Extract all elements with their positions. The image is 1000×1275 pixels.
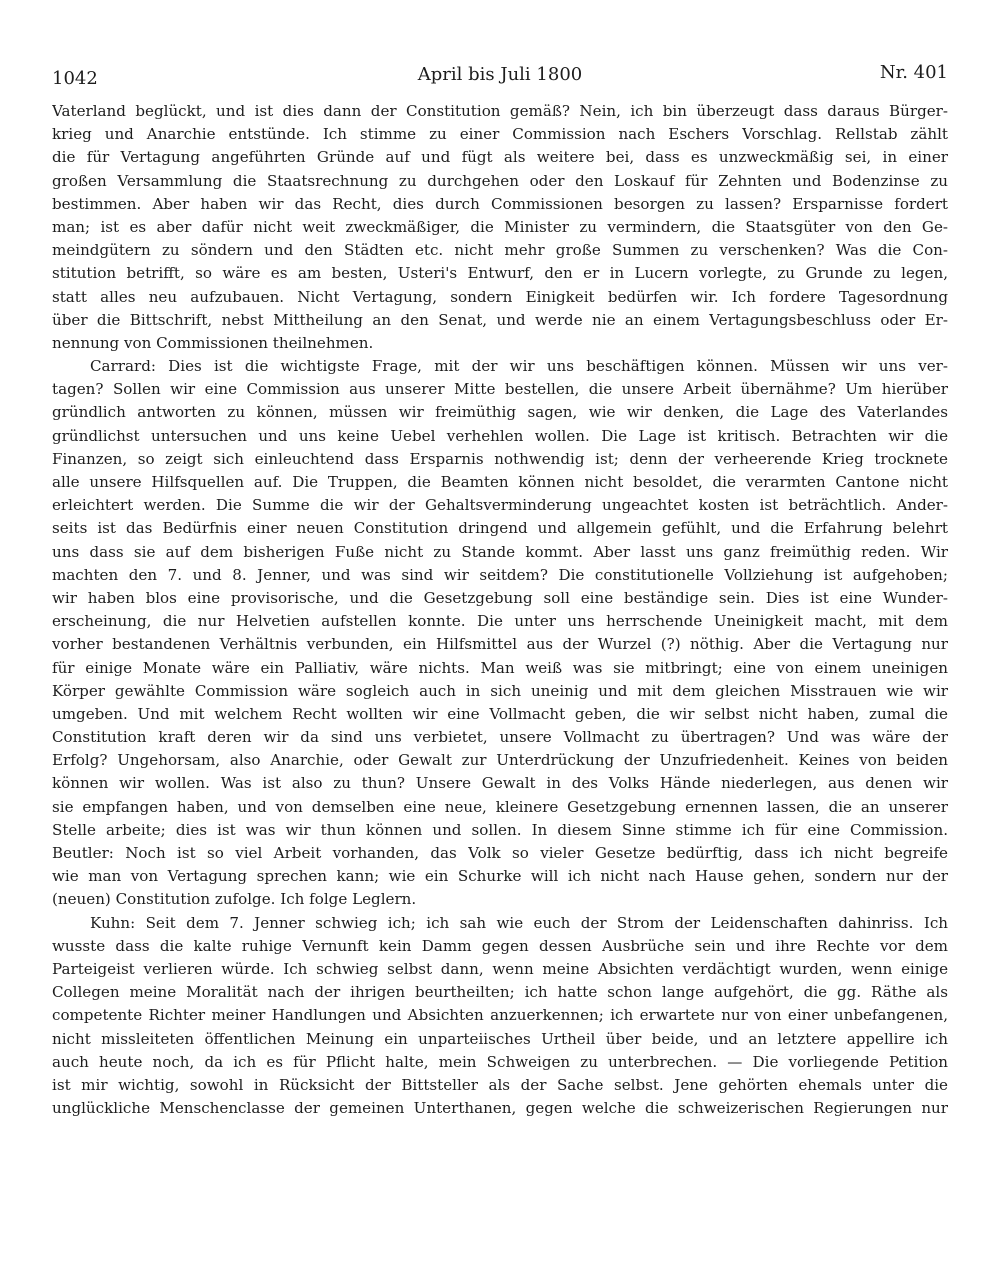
text-line: auch heute noch, da ich es für Pflicht halte, mein Schweigen zu unterbrechen. — Die vorliegende Petition <box>52 1052 948 1071</box>
text-line: Erfolg? Ungehorsam, also Anarchie, oder Gewalt zur Unterdrückung der Unzufriedenheit. Keines von beiden <box>52 751 948 770</box>
text-line: sie empfangen haben, und von demselben eine neue, kleinere Gesetzgebung ernennen lassen, die an unserer <box>52 797 948 816</box>
text-line: nicht missleiteten öffentlichen Meinung ein unparteiisches Urtheil über beide, und an letztere appellire ich <box>52 1029 948 1048</box>
text-line: Finanzen, so zeigt sich einleuchtend dass Ersparnis nothwendig ist; denn der verheerende Krieg trocknete <box>52 449 948 468</box>
text-line: man; ist es aber dafür nicht weit zweckmäßiger, die Minister zu vermindern, die Staatsgüter von den Ge- <box>52 217 948 236</box>
text-line: seits ist das Bedürfnis einer neuen Constitution dringend und allgemein gefühlt, und die Erfahrung belehrt <box>52 519 948 538</box>
page-header <box>52 62 948 92</box>
text-line: über die Bittschrift, nebst Mittheilung an den Senat, und werde nie an einem Vertagungsbeschluss oder Er- <box>52 310 948 329</box>
text-line: Constitution kraft deren wir da sind uns verbietet, unsere Vollmacht zu übertragen? Und was wäre der <box>52 728 948 747</box>
text-line: vorher bestandenen Verhältnis verbunden, ein Hilfsmittel aus der Wurzel (?) nöthig. Aber die Vertagung nur <box>52 635 948 654</box>
text-line: bestimmen. Aber haben wir das Recht, dies durch Commissionen besorgen zu lassen? Ersparnisse fordert <box>52 194 948 213</box>
text-line: großen Versammlung die Staatsrechnung zu durchgehen oder den Loskauf für Zehnten und Bodenzinse zu <box>52 171 948 190</box>
text-line: Stelle arbeite; dies ist was wir thun können und sollen. In diesem Sinne stimme ich für eine Commission. <box>52 820 948 839</box>
text-line: Vaterland beglückt, und ist dies dann der Constitution gemäß? Nein, ich bin überzeugt dass daraus Bürger- <box>52 102 948 120</box>
text-line: Collegen meine Moralität nach der ihrigen beurtheilten; ich hatte schon lange aufgehört, die gg. Räthe als <box>52 983 948 1002</box>
document-number: Nr. 401 <box>879 62 948 83</box>
speaker-paragraph-start: Carrard: Dies ist die wichtigste Frage, mit der wir uns beschäftigen können. Müssen wir uns ver- <box>90 357 948 376</box>
text-line: krieg und Anarchie entstünde. Ich stimme zu einer Commission nach Eschers Vorschlag. Rellstab zählt <box>52 125 948 144</box>
body-text <box>52 100 948 1120</box>
text-line: erscheinung, die nur Helvetien aufstellen konnte. Die unter uns herrschende Uneinigkeit macht, mit dem <box>52 612 948 631</box>
text-line: wir haben blos eine provisorische, und die Gesetzgebung soll eine beständige sein. Dies ist eine Wunder- <box>52 588 948 607</box>
text-line: gründlich antworten zu können, müssen wir freimüthig sagen, wie wir denken, die Lage des Vaterlandes <box>52 403 948 422</box>
text-line: die für Vertagung angeführten Gründe auf und fügt als weitere bei, dass es unzweckmäßig sei, in einer <box>52 148 948 167</box>
speaker-paragraph-start: Kuhn: Seit dem 7. Jenner schwieg ich; ich sah wie euch der Strom der Leidenschaften dahinriss. Ich <box>90 913 948 932</box>
text-line: können wir wollen. Was ist also zu thun? Unsere Gewalt in des Volks Hände niederlegen, aus denen wir <box>52 774 948 793</box>
text-line: umgeben. Und mit welchem Recht wollten wir eine Vollmacht geben, die wir selbst nicht haben, zumal die <box>52 704 948 723</box>
text-line: nennung von Commissionen theilnehmen. <box>52 333 374 352</box>
text-line: Körper gewählte Commission wäre sogleich auch in sich uneinig und mit dem gleichen Misstrauen wie wir <box>52 681 948 700</box>
text-line: alle unsere Hilfsquellen auf. Die Truppen, die Beamten können nicht besoldet, die verarmten Cantone nicht <box>52 473 948 491</box>
text-line: (neuen) Constitution zufolge. Ich folge Leglern. <box>52 890 417 909</box>
page-number: 1042 <box>52 68 98 89</box>
text-line: Parteigeist verlieren würde. Ich schwieg selbst dann, wenn meine Absichten verdächtigt wurden, wenn einige <box>52 959 948 978</box>
text-line: meindgütern zu söndern und den Städten etc. nicht mehr große Summen zu verschenken? Was die Con- <box>52 241 948 260</box>
speaker-paragraph-start: Beutler: Noch ist so viel Arbeit vorhanden, das Volk so vieler Gesetze bedürftig, dass ich nicht begreife <box>52 844 948 862</box>
text-line: erleichtert werden. Die Summe die wir der Gehaltsverminderung ungeachtet kosten ist beträchtlich. Ander- <box>52 496 948 515</box>
text-line: statt alles neu aufzubauen. Nicht Vertagung, sondern Einigkeit bedürfen wir. Ich fordere Tagesordnung <box>52 287 948 306</box>
text-line: unglückliche Menschenclasse der gemeinen Unterthanen, gegen welche die schweizerischen Regierungen nur <box>52 1099 948 1118</box>
text-line: für einige Monate wäre ein Palliativ, wäre nichts. Man weiß was sie mitbringt; eine von einem uneinigen <box>52 658 948 677</box>
text-line: machten den 7. und 8. Jenner, und was sind wir seitdem? Die constitutionelle Vollziehung ist aufgehoben; <box>52 565 948 584</box>
text-line: ist mir wichtig, sowohl in Rücksicht der Bittsteller als der Sache selbst. Jene gehörten ehemals unter die <box>52 1075 948 1094</box>
text-line: competente Richter meiner Handlungen und Absichten anzuerkennen; ich erwartete nur von einer unbefangenen, <box>52 1006 948 1025</box>
text-line: wie man von Vertagung sprechen kann; wie ein Schurke will ich nicht nach Hause gehen, sondern nur der <box>52 867 948 886</box>
text-line: tagen? Sollen wir eine Commission aus unserer Mitte bestellen, die unsere Arbeit übernähme? Um hierüber <box>52 380 948 399</box>
text-line: gründlichst untersuchen und uns keine Uebel verhehlen wollen. Die Lage ist kritisch. Betrachten wir die <box>52 426 948 445</box>
text-line: uns dass sie auf dem bisherigen Fuße nicht zu Stande kommt. Aber lasst uns ganz freimüthig reden. Wir <box>52 542 948 561</box>
text-line: stitution betrifft, so wäre es am besten, Usteri's Entwurf, den er in Lucern vorlegte, zu Grunde zu legen, <box>52 264 948 283</box>
text-line: wusste dass die kalte ruhige Vernunft kein Damm gegen dessen Ausbrüche sein und ihre Rechte vor dem <box>52 936 948 955</box>
running-title: April bis Juli 1800 <box>417 64 583 85</box>
